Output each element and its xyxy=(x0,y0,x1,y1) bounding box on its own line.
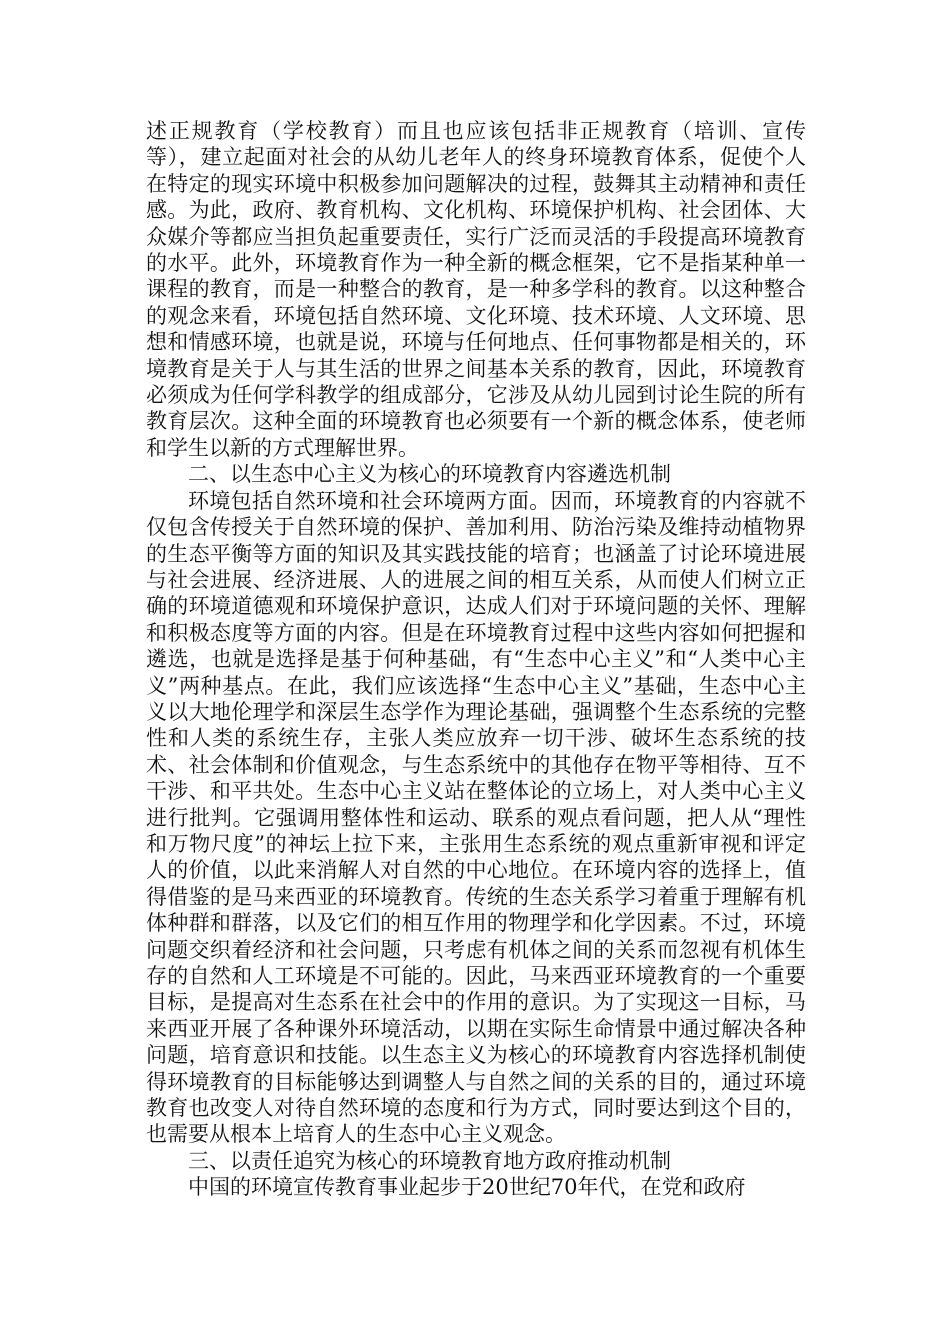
section-heading: 三、以责任追究为核心的环境教育地方政府推动机制 xyxy=(188,1148,671,1173)
body-paragraph: 中国的环境宣传教育事业起步于20世纪70年代，在党和政府 xyxy=(188,1175,746,1200)
section-heading: 二、以生态中心主义为核心的环境教育内容遴选机制 xyxy=(188,462,671,487)
body-paragraph: 述正规教育（学校教育）而且也应该包括非正规教育（培训、宣传等），建立起面对社会的从幼儿老年人的终身环境教育体系，促使个人在特定的现实环境中积极参加问题解决的过程，鼓舞其主动精神和责任感。为此，政府、教育机构、文化机构、环境保护机构、社会团体、大众媒介等都应当担负起重要责任，实行广泛而灵活的手段提高环境教育的水平。此外，环境教育作为一种全新的概念框架，它不是指某种单一课程的教育，而是一种整合的教育，是一种多学科的教育。以这种整合的观念来看，环境包括自然环境、文化环境、技术环境、人文环境、思想和情感环境，也就是说，环境与任何地点、任何事物都是相关的，环境教育是关于人与其生活的世界之间基本关系的教育，因此，环境教育必须成为任何学科教学的组成部分，它涉及从幼儿园到讨论生院的所有教育层次。这种全面的环境教育也必须要有一个新的概念体系，使老师和学生以新的方式理解世界。 xyxy=(146,119,806,460)
body-paragraph: 环境包括自然环境和社会环境两方面。因而，环境教育的内容就不仅包含传授关于自然环境的保护、善加利用、防治污染及维持动植物界的生态平衡等方面的知识及其实践技能的培育；也涵盖了讨论环境进展与社会进展、经济进展、人的进展之间的相互关系，从而使人们树立正确的环境道德观和环境保护意识，达成人们对于环境问题的关怀、理解和积极态度等方面的内容。但是在环境教育过程中这些内容如何把握和遴选，也就是选择是基于何种基础，有“生态中心主义”和“人类中心主义”两种基点。在此，我们应该选择“生态中心主义”基础，生态中心主义以大地伦理学和深层生态学作为理论基础，强调整个生态系统的完整性和人类的系统生存，主张人类应放弃一切干涉、破坏生态系统的技术、社会体制和价值观念，与生态系统中的其他存在物平等相待、互不干涉、和平共处。生态中心主义站在整体论的立场上，对人类中心主义进行批判。它强调用整体性和运动、联系的观点看问题，把人从“理性和万物尺度”的神坛上拉下来，主张用生态系统的观点重新审视和评定人的价值，以此来消解人对自然的中心地位。在环境内容的选择上，值得借鉴的是马来西亚的环境教育。传统的生态关系学习着重于理解有机体种群和群落，以及它们的相互作用的物理学和化学因素。不过，环境问题交织着经济和社会问题，只考虑有机体之间的关系而忽视有机体生存的自然和人工环境是不可能的。因此，马来西亚环境教育的一个重要目标，是提高对生态系在社会中的作用的意识。为了实现这一目标，马来西亚开展了各种课外环境活动，以期在实际生命情景中通过解决各种问题，培育意识和技能。以生态主义为核心的环境教育内容选择机制使得环境教育的目标能够达到调整人与自然之间的关系的目的，通过环境教育也改变人对待自然环境的态度和行为方式，同时要达到这个目的，也需要从根本上培育人的生态中心主义观念。 xyxy=(146,488,806,1147)
document-page xyxy=(146,118,806,1201)
